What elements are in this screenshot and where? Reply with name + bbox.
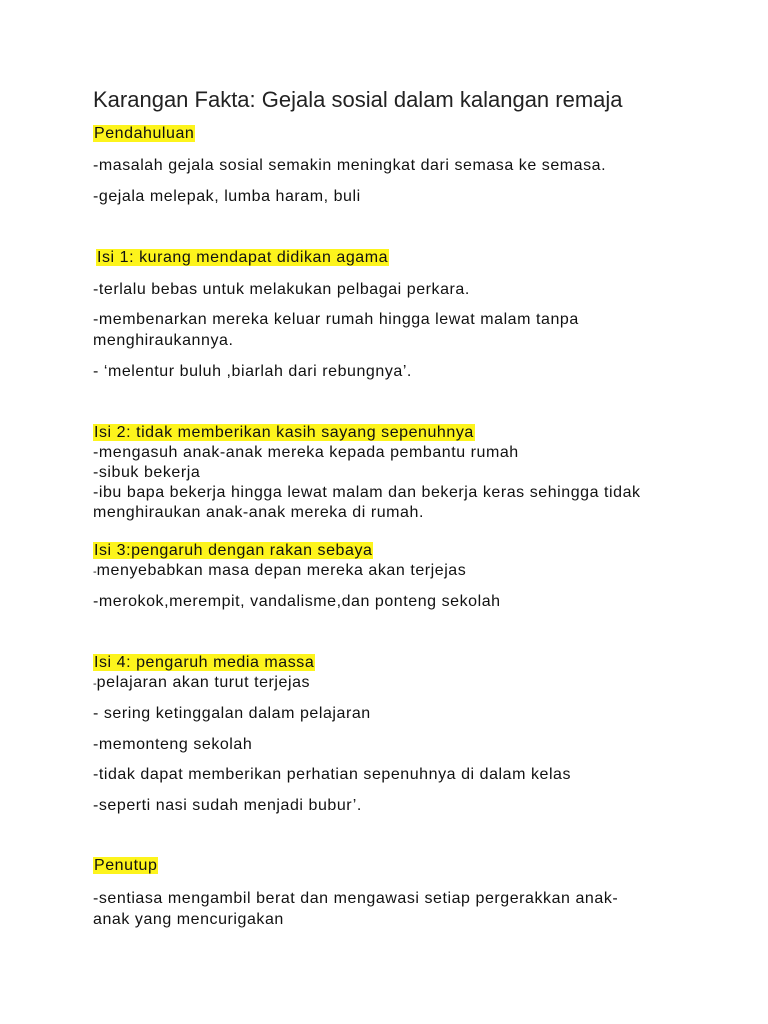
heading-isi-2 [93,423,475,443]
body-line: -sentiasa mengambil berat dan mengawasi setiap pergerakkan anak- [93,890,619,907]
line-prefix: - [93,678,97,690]
body-line: -gejala melepak, lumba haram, buli [93,188,361,205]
heading-pendahuluan [93,124,195,144]
page-title: Karangan Fakta: Gejala sosial dalam kalangan remaja [93,87,623,112]
line-prefix: - [93,566,97,578]
body-line: -terlalu bebas untuk melakukan pelbagai perkara. [93,281,470,298]
body-line: -masalah gejala sosial semakin meningkat dari semasa ke semasa. [93,157,607,174]
highlighted-heading-text: Isi 4: pengaruh media massa [94,654,315,671]
body-line: - sering ketinggalan dalam pelajaran [93,705,371,722]
heading-isi-1 [96,248,389,268]
body-line: -tidak dapat memberikan perhatian sepenuhnya di dalam kelas [93,766,572,783]
highlighted-heading-text: Isi 2: tidak memberikan kasih sayang sepenuhnya [94,424,474,441]
heading-penutup [93,856,158,876]
body-line: -ibu bapa bekerja hingga lewat malam dan bekerja keras sehingga tidak [93,484,641,501]
body-line: menghiraukannya. [93,332,234,349]
body-line: -seperti nasi sudah menjadi bubur’. [93,797,362,814]
body-line: -mengasuh anak-anak mereka kepada pembantu rumah [93,444,519,461]
body-line: -sibuk bekerja [93,464,201,481]
highlighted-heading-text: Isi 3:pengaruh dengan rakan sebaya [94,542,373,559]
body-line: - ‘melentur buluh ,biarlah dari rebungnya’. [93,363,412,380]
line-text: menyebabkan masa depan mereka akan terjejas [96,562,467,579]
body-line: -memonteng sekolah [93,736,253,753]
heading-isi-4 [93,653,315,673]
body-line [93,673,310,694]
body-line: -merokok,merempit, vandalisme,dan ponteng sekolah [93,593,501,610]
body-line: menghiraukan anak-anak mereka di rumah. [93,504,424,521]
heading-isi-3 [93,541,373,561]
body-line [93,561,466,582]
body-line: anak yang mencurigakan [93,911,284,928]
body-line: -membenarkan mereka keluar rumah hingga lewat malam tanpa [93,311,579,328]
highlighted-heading-text: Isi 1: kurang mendapat didikan agama [97,249,389,266]
highlighted-heading-text: Pendahuluan [94,125,195,142]
highlighted-heading-text: Penutup [94,857,158,874]
line-text: pelajaran akan turut terjejas [96,674,311,691]
